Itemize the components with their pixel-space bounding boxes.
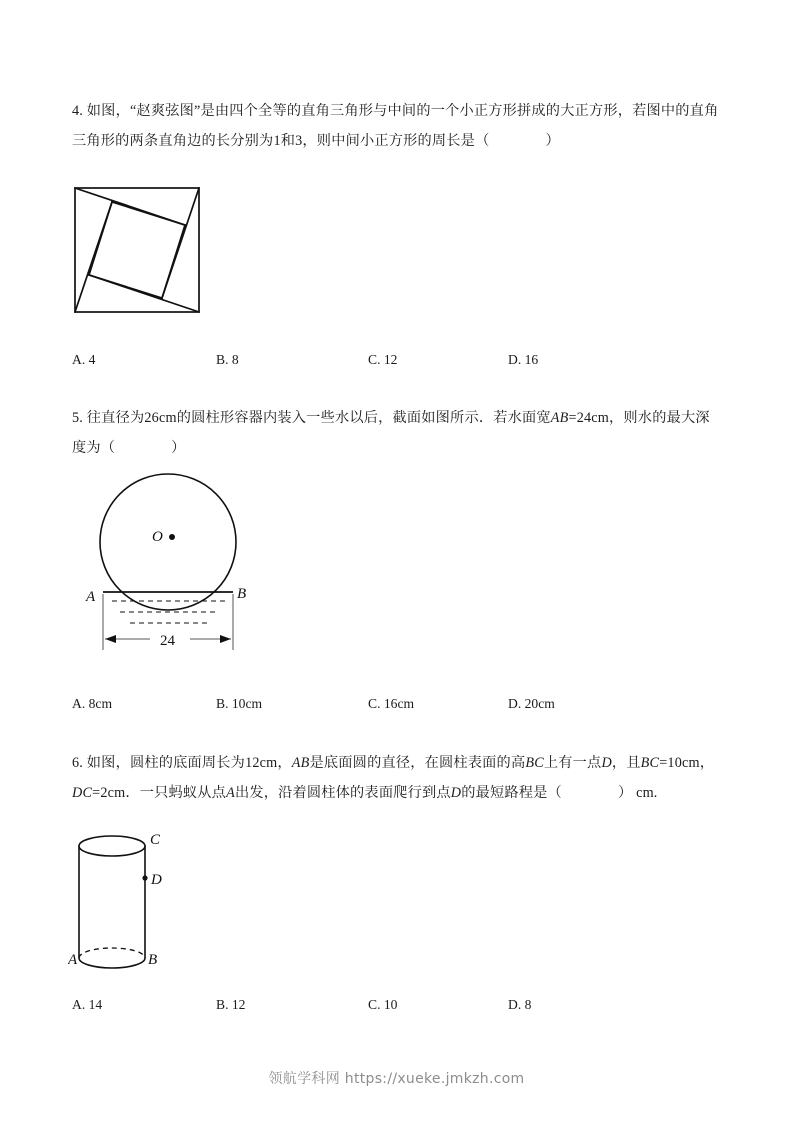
option-4-A-value: 4 [88, 352, 96, 367]
question-4-number: 4. [72, 103, 84, 119]
question-6-var-BC-2: BC [640, 755, 660, 771]
question-6-line2-d: ） [617, 785, 633, 801]
question-6-eq-2: = [92, 785, 101, 801]
option-5-D-value: 20cm [524, 696, 555, 711]
question-6-unit: cm. [636, 785, 658, 801]
question-6 [72, 748, 732, 808]
option-4-C-key: C. [368, 352, 381, 367]
option-5-A-key: A. [72, 696, 86, 711]
question-6-number: 6. [72, 755, 84, 771]
option-5-C-key: C. [368, 696, 381, 711]
question-6-line2-b: 出发，沿着圆柱体的表面爬行到点 [234, 785, 451, 801]
option-5-A-value: 8cm [88, 696, 113, 711]
option-5-A[interactable] [72, 696, 216, 712]
question-5-width: 24cm [576, 410, 610, 426]
question-6-var-BC: BC [525, 755, 544, 771]
question-6-eq-1: = [659, 755, 668, 771]
option-6-B[interactable] [216, 997, 368, 1013]
option-6-C-value: 10 [383, 997, 398, 1012]
question-5-line1-b: 的圆柱形容器内装入一些水以后，截面如图所示．若水面宽 [176, 410, 551, 426]
question-6-line1-d: 上有一点 [543, 755, 602, 771]
option-6-D-value: 8 [524, 997, 532, 1012]
question-5-line2-b: ） [171, 440, 186, 456]
cylinder-figure [68, 828, 188, 985]
cylinder-label-B: B [148, 952, 158, 968]
question-5 [72, 403, 732, 463]
option-4-D-value: 16 [524, 352, 539, 367]
question-4-value-1: 1 [273, 133, 281, 149]
container-circle [100, 474, 236, 610]
question-5-number: 5. [72, 410, 84, 426]
question-5-var-AB: AB [550, 410, 569, 426]
dimension-arrow-left [105, 635, 116, 643]
question-6-var-D-2: D [450, 785, 462, 801]
option-6-C-key: C. [368, 997, 381, 1012]
question-6-line2-a: ．一只蚂蚁从点 [125, 785, 227, 801]
option-6-D-key: D. [508, 997, 522, 1012]
zhaoshuang-chord-figure [70, 183, 206, 324]
circle-label-A: A [86, 589, 96, 605]
question-6-line1-e: ，且 [611, 755, 641, 771]
question-6-var-AB: AB [291, 755, 310, 771]
question-6-circumference: 12cm [245, 755, 278, 771]
option-5-B[interactable] [216, 696, 368, 712]
option-6-A-value: 14 [88, 997, 103, 1012]
question-6-text [72, 748, 732, 808]
question-6-options [72, 997, 732, 1013]
option-6-A-key: A. [72, 997, 86, 1012]
center-point-dot [169, 534, 175, 540]
question-4-options [72, 352, 732, 368]
question-4-line2-d: ） [545, 133, 560, 149]
footer-watermark [0, 1068, 793, 1088]
option-5-C-value: 16cm [383, 696, 415, 711]
circle-label-B: B [237, 586, 247, 602]
option-6-B-key: B. [216, 997, 229, 1012]
option-5-D-key: D. [508, 696, 522, 711]
inner-square-side-1 [112, 202, 185, 225]
question-6-var-D: D [601, 755, 612, 771]
option-4-D-key: D. [508, 352, 522, 367]
option-4-B-key: B. [216, 352, 229, 367]
option-6-A[interactable] [72, 997, 216, 1013]
question-6-DC-value: 2cm [100, 785, 126, 801]
question-6-line1-b: ， [277, 755, 292, 771]
option-5-B-value: 10cm [231, 696, 263, 711]
cylinder-label-C: C [150, 832, 161, 848]
question-4 [72, 96, 732, 156]
question-6-var-A: A [226, 785, 235, 801]
question-4-value-2: 3 [295, 133, 303, 149]
option-4-D[interactable] [508, 352, 538, 368]
option-4-A[interactable] [72, 352, 216, 368]
cylinder-bottom-front-arc [79, 958, 145, 968]
question-5-line2: 度为（ [72, 440, 116, 456]
question-6-line1-a: 如图，圆柱的底面周长为 [86, 755, 246, 771]
cylinder-label-A: A [68, 952, 78, 968]
dimension-arrow-right [220, 635, 231, 643]
dimension-label-24: 24 [160, 633, 175, 649]
question-6-var-DC: DC [72, 785, 93, 801]
option-4-B[interactable] [216, 352, 368, 368]
outer-square [75, 188, 199, 312]
question-5-options [72, 696, 732, 712]
question-5-text [72, 403, 732, 463]
option-4-B-value: 8 [231, 352, 239, 367]
circle-label-O: O [152, 529, 163, 545]
question-5-diameter: 26cm [144, 410, 177, 426]
question-6-line2-c: 的最短路程是（ [461, 785, 562, 801]
option-6-B-value: 12 [231, 997, 246, 1012]
question-4-line2-a: 三角形的两条直角边的长分别为 [72, 133, 274, 149]
question-4-line1: 如图，“赵爽弦图”是由四个全等的直角三角形与中间的一个小正方形拼成的大正方形，若图中的直角 [86, 103, 719, 119]
question-4-line2-b: 和 [280, 133, 296, 149]
question-6-line1-f: ， [699, 755, 715, 771]
option-4-C-value: 12 [383, 352, 398, 367]
inner-square-side-3 [89, 275, 162, 298]
question-4-line2-c: ，则中间小正方形的周长是（ [302, 133, 490, 149]
inner-square-side-4 [89, 202, 112, 275]
option-6-D[interactable] [508, 997, 531, 1013]
cylinder-top-ellipse [79, 836, 145, 856]
question-5-eq: = [568, 410, 577, 426]
cylinder-bottom-back-arc [79, 948, 145, 958]
circle-cross-section-figure [80, 470, 266, 661]
question-4-text [72, 96, 732, 156]
cylinder-label-D: D [151, 872, 162, 888]
point-D-dot [142, 875, 147, 880]
option-4-C[interactable] [368, 352, 508, 368]
question-6-BC-value: 10cm [667, 755, 700, 771]
option-5-B-key: B. [216, 696, 229, 711]
option-5-C[interactable] [368, 696, 508, 712]
inner-square-side-2 [162, 225, 185, 298]
footer-url: https://xueke.jmkzh.com [344, 1071, 525, 1087]
question-6-line1-c: 是底面圆的直径，在圆柱表面的高 [309, 755, 526, 771]
question-5-line1-c: ，则水的最大深 [609, 410, 710, 426]
option-6-C[interactable] [368, 997, 508, 1013]
question-5-line1-a: 往直径为 [86, 410, 145, 426]
option-4-A-key: A. [72, 352, 86, 367]
option-5-D[interactable] [508, 696, 555, 712]
footer-site-name: 领航学科网 [268, 1071, 340, 1087]
